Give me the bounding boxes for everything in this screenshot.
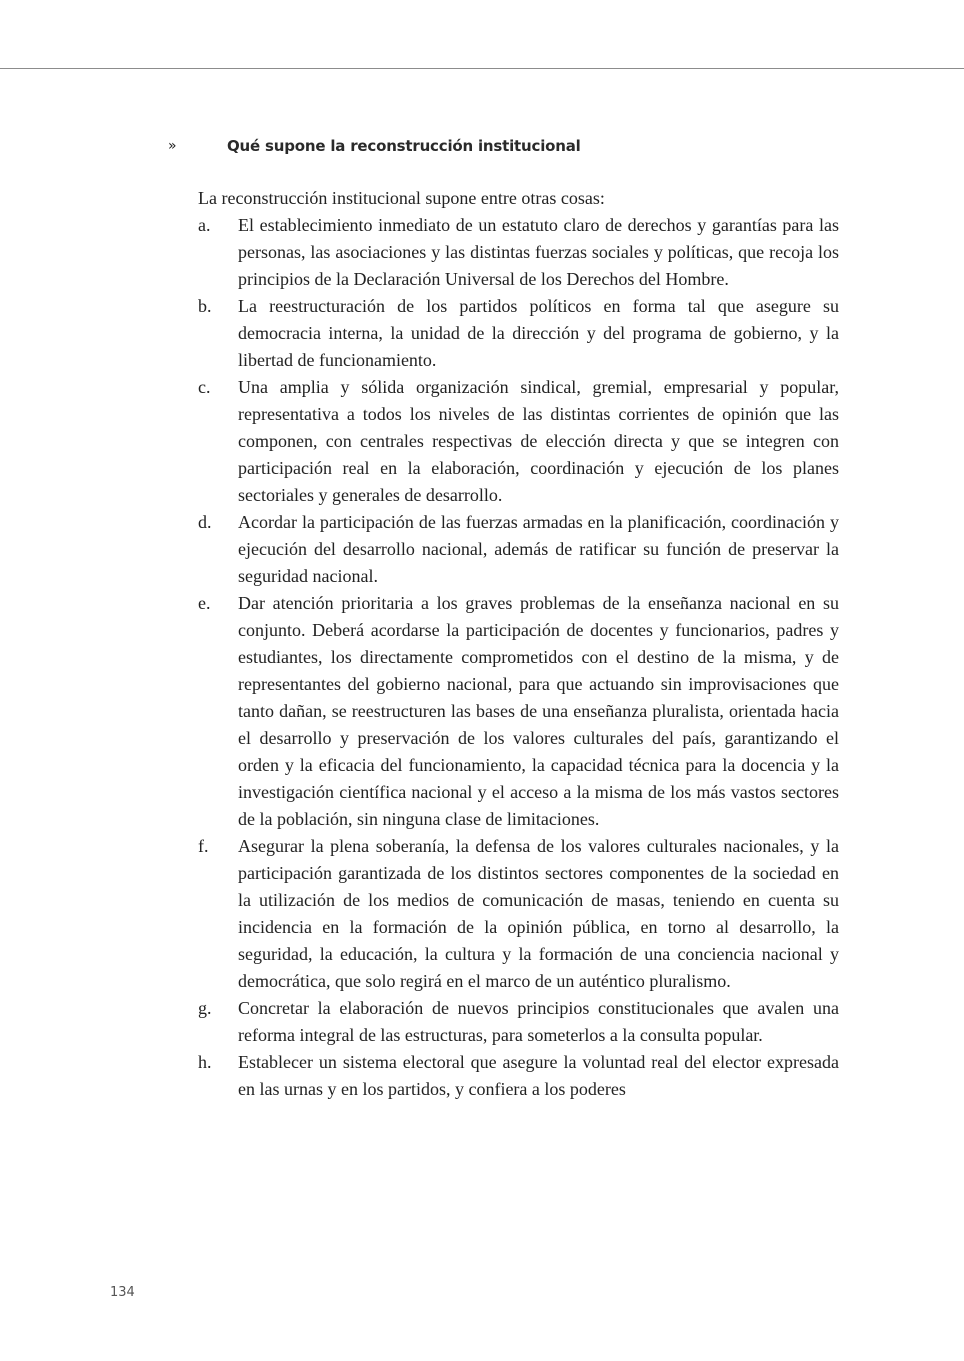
body-text — [198, 185, 839, 1103]
item-list — [198, 212, 839, 1103]
intro-paragraph: La reconstrucción institucional supone entre otras cosas: — [198, 188, 605, 208]
list-item-text: Concretar la elaboración de nuevos principios constitucionales que avalen una reforma integral de las estructuras, para someterlos a la consulta popular. — [238, 998, 839, 1045]
list-item-c — [198, 374, 839, 509]
list-item-letter: h. — [198, 1052, 212, 1072]
list-item-b — [198, 293, 839, 374]
list-item-text: Establecer un sistema electoral que asegure la voluntad real del elector expresada en las urnas y en los partidos, y confiera a los poderes — [238, 1052, 839, 1099]
header-rule — [0, 68, 964, 69]
list-item-text: La reestructuración de los partidos políticos en forma tal que asegure su democracia interna, la unidad de la dirección y del programa de gobierno, y la libertad de funcionamiento. — [238, 296, 839, 370]
list-item-letter: e. — [198, 593, 211, 613]
list-item-letter: f. — [198, 836, 209, 856]
page-number: 134 — [110, 1285, 135, 1300]
list-item-e — [198, 590, 839, 833]
list-item-letter: g. — [198, 998, 212, 1018]
list-item-h — [198, 1049, 839, 1103]
list-item-letter: c. — [198, 377, 211, 397]
section-title: Qué supone la reconstrucción institucional — [227, 137, 581, 155]
section-marker: » — [168, 138, 177, 154]
list-item-text: Una amplia y sólida organización sindical, gremial, empresarial y popular, representativa a todos los niveles de las distintas corrientes de opinión que las componen, con centrales respectivas de elección directa y que se integren con participación real en la elaboración, coordinación y ejecución de los planes sectoriales y generales de desarrollo. — [238, 377, 839, 505]
section-heading — [0, 134, 964, 158]
list-item-text: Acordar la participación de las fuerzas armadas en la planificación, coordinación y ejecución del desarrollo nacional, además de ratificar su función de preservar la seguridad nacional. — [238, 512, 839, 586]
list-item-g — [198, 995, 839, 1049]
list-item-text: El establecimiento inmediato de un estatuto claro de derechos y garantías para las personas, las asociaciones y las distintas fuerzas sociales y políticas, que recoja los principios de la Declaración Universal de los Derechos del Hombre. — [238, 215, 839, 289]
list-item-letter: b. — [198, 296, 212, 316]
list-item-a — [198, 212, 839, 293]
list-item-d — [198, 509, 839, 590]
list-item-text: Dar atención prioritaria a los graves problemas de la enseñanza nacional en su conjunto. Deberá acordarse la participación de docentes y funcionarios, padres y estudiantes, los directamente comprometidos con el destino de la misma, y de representantes del gobierno nacional, para que actuando sin improvisaciones que tanto dañan, se reestructuren las bases de una enseñanza pluralista, orientada hacia el desarrollo y preservación de los valores culturales del país, garantizando el orden y la eficacia del funcionamiento, la capacidad técnica para la docencia y la investigación científica nacional y el acceso a la misma de los más vastos sectores de la población, sin ninguna clase de limitaciones. — [238, 593, 839, 829]
list-item-text: Asegurar la plena soberanía, la defensa de los valores culturales nacionales, y la participación garantizada de los distintos sectores componentes de la sociedad en la utilización de los medios de comunicación de masas, teniendo en cuenta su incidencia en la formación de la opinión pública, en torno al desarrollo, la seguridad, la educación, la cultura y la formación de una conciencia nacional y democrática, que solo regirá en el marco de un auténtico pluralismo. — [238, 836, 839, 991]
list-item-f — [198, 833, 839, 995]
list-item-letter: d. — [198, 512, 212, 532]
list-item-letter: a. — [198, 215, 211, 235]
